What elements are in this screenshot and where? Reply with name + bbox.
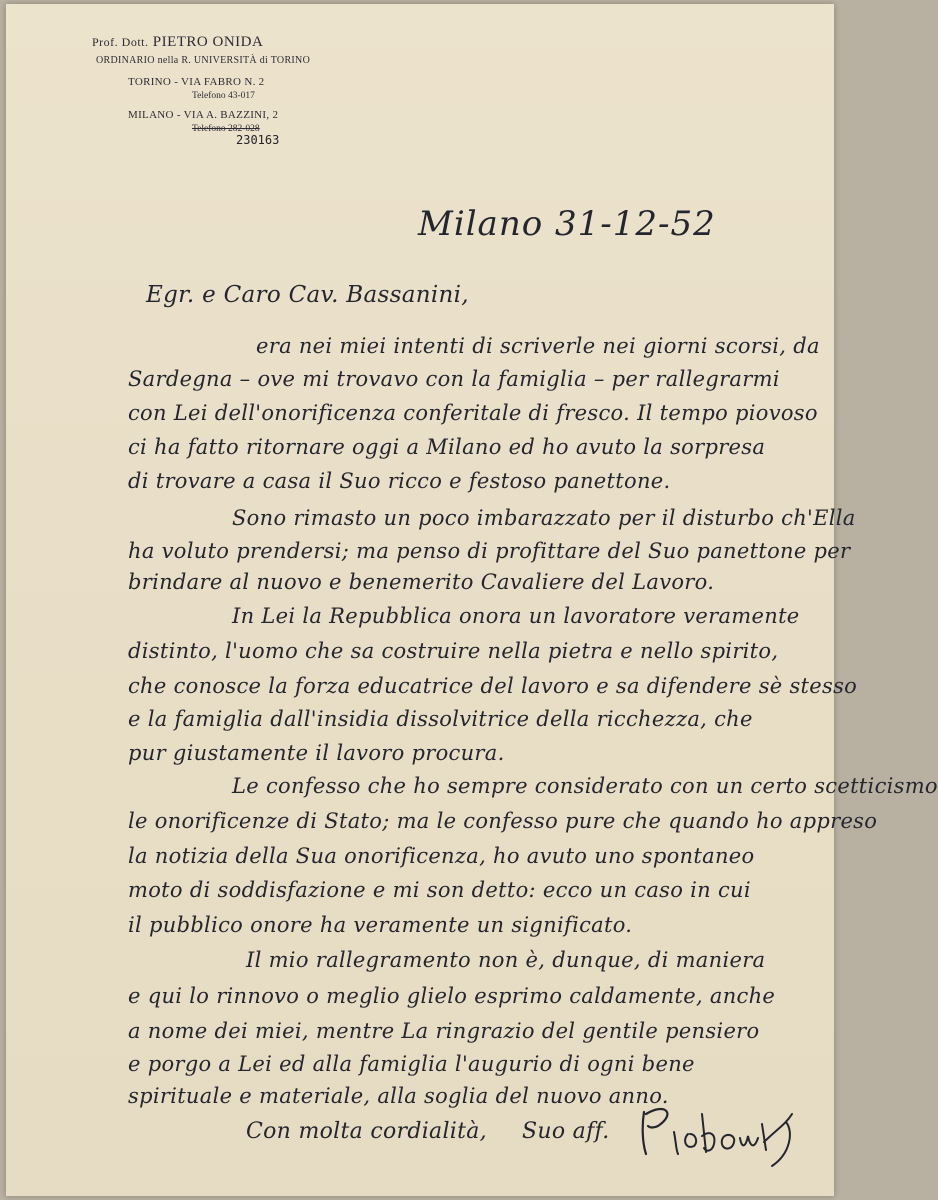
name-prefix: Prof. Dott. [92,35,149,49]
body-line: che conosce la forza educatrice del lavoro e sa difendere sè stesso [128,674,858,698]
body-line: e porgo a Lei ed alla famiglia l'augurio di ogni bene [128,1052,695,1076]
phone-handwritten-correction: 230163 [236,133,280,147]
body-line: brindare al nuovo e benemerito Cavaliere del Lavoro. [128,570,715,594]
letter-date: Milano 31-12-52 [418,204,716,244]
body-line: ci ha fatto ritornare oggi a Milano ed ho avuto la sorpresa [128,435,766,459]
body-line: con Lei dell'onorificenza conferitale di fresco. Il tempo piovoso [128,401,818,425]
body-line: Sono rimasto un poco imbarazzato per il disturbo ch'Ella [232,506,856,530]
body-line: Il mio rallegramento non è, dunque, di maniera [246,948,766,972]
letterhead-address-torino: TORINO - VIA FABRO N. 2 [128,76,265,88]
letter-sheet [6,4,938,1196]
body-line: era nei miei intenti di scriverle nei giorni scorsi, da [256,334,820,358]
phone-crossed-out: Telefono 282-028 [192,124,260,134]
body-line: distinto, l'uomo che sa costruire nella pietra e nello spirito, [128,639,779,663]
body-line: spirituale e materiale, alla soglia del nuovo anno. [128,1084,669,1108]
letter-salutation: Egr. e Caro Cav. Bassanini, [146,282,469,308]
body-line: In Lei la Repubblica onora un lavoratore veramente [232,604,800,628]
body-line: e la famiglia dall'insidia dissolvitrice della ricchezza, che [128,707,753,731]
letterhead-address-milano: MILANO - VIA A. BAZZINI, 2 [128,109,279,121]
body-line: la notizia della Sua onorificenza, ho avuto uno spontaneo [128,844,755,868]
body-line: il pubblico onore ha veramente un significato. [128,913,633,937]
body-line: a nome dei miei, mentre La ringrazio del gentile pensiero [128,1019,760,1043]
body-line: le onorificenze di Stato; ma le confesso pure che quando ho appreso [128,809,878,833]
letterhead-title: ORDINARIO nella R. UNIVERSITÀ di TORINO [96,55,311,66]
handwritten-signature [636,1084,806,1174]
body-line: Sardegna – ove mi trovavo con la famiglia – per rallegrarmi [128,367,780,391]
letter-closing: Con molta cordialità, [246,1119,487,1144]
body-line: pur giustamente il lavoro procura. [128,741,505,765]
body-line: Le confesso che ho sempre considerato con un certo scetticismo [232,774,938,798]
body-line: e qui lo rinnovo o meglio glielo esprimo caldamente, anche [128,984,776,1008]
body-line: di trovare a casa il Suo ricco e festoso panettone. [128,469,671,493]
body-line: moto di soddisfazione e mi son detto: ecco un caso in cui [128,878,751,902]
name-main: PIETRO ONIDA [152,34,264,50]
letterhead-phone-torino: Telefono 43-017 [192,91,255,101]
letterhead-name [92,34,263,51]
letter-sign-off: Suo aff. [522,1119,610,1144]
body-line: ha voluto prendersi; ma penso di profittare del Suo panettone per [128,539,851,563]
